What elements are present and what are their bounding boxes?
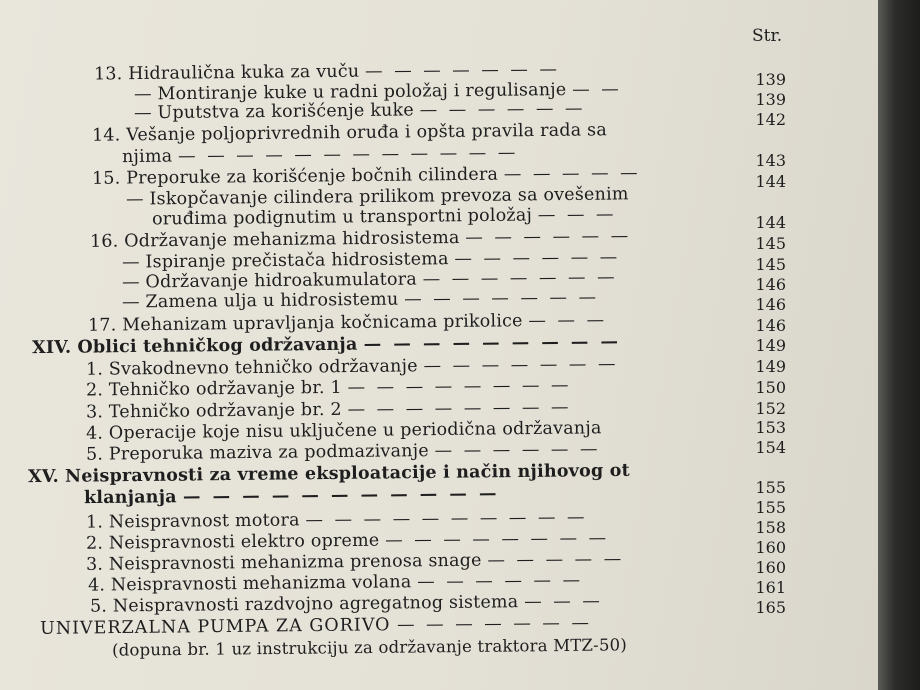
- toc-entry-text: 5. Neispravnosti razdvojno agregatnog sistema: [89, 592, 519, 617]
- toc-page-number: 149: [755, 336, 786, 355]
- toc-leader: — — — — — — — — — — —: [182, 483, 500, 508]
- toc-entry-text: 2. Tehničko održavanje br. 1: [85, 377, 342, 401]
- toc-page-number: 160: [755, 538, 786, 557]
- toc-page-number: 149: [755, 357, 786, 376]
- toc-entry: [122, 143, 518, 167]
- toc-leader: — — — — — — —: [404, 287, 600, 310]
- toc-leader: — — — — — —: [419, 98, 586, 121]
- toc-entry-text: 4. Operacije koje nisu uključene u periodična održavanja: [85, 418, 602, 444]
- toc-entry-text: 1. Svakodnevno tehničko održavanje: [85, 356, 418, 380]
- toc-page-number: 145: [755, 234, 786, 253]
- toc-entry-text: — Ispiranje prečistača hidrosistema: [121, 249, 449, 273]
- toc-page-number: 152: [755, 399, 786, 418]
- toc-entry-text: — Uputstva za korišćenje kuke: [133, 100, 415, 124]
- toc-entry-text: — Iskopčavanje cilindera prilikom prevoza sa ovešenim: [125, 184, 629, 210]
- toc-page-number: 144: [755, 213, 786, 232]
- toc-page-number: 139: [755, 70, 786, 89]
- toc-entry: [134, 99, 586, 124]
- toc-leader: — — — — — —: [454, 247, 621, 270]
- toc-entry-text: 15. Preporuke za korišćenje bočnih cilindera: [91, 164, 499, 189]
- toc-entry-text: 3. Tehničko održavanje br. 2: [85, 399, 342, 423]
- toc-entry-text: — Montiranje kuke u radni položaj i regulisanje: [133, 80, 567, 105]
- toc-entry-text: 5. Preporuka maziva za podmazivanje: [85, 441, 429, 465]
- toc-entry-text: klanjanja: [83, 487, 177, 509]
- toc-page-number: 146: [755, 275, 786, 294]
- toc-page-number: 155: [755, 478, 786, 497]
- toc-page-number: 139: [755, 90, 786, 109]
- toc-entry-text: — Održavanje hidroakumulatora: [121, 269, 418, 293]
- toc-page-number: 145: [755, 255, 786, 274]
- toc-leader: — — — — — — —: [423, 354, 619, 377]
- toc-entry-text: 14. Vešanje poljoprivrednih oruđa i opšta pravila rada sa: [91, 120, 608, 146]
- toc-page-number: 158: [755, 518, 786, 537]
- toc-appendix-heading: [40, 613, 592, 639]
- toc-entry-text: (dopuna br. 1 uz instrukciju za održavanje traktora MTZ-50): [111, 635, 628, 660]
- toc-page-number: 146: [755, 316, 786, 335]
- toc-leader: — — — — — — — — — — — —: [177, 142, 519, 167]
- toc-page-number: 155: [755, 498, 786, 517]
- toc-leader: — — — — — — — —: [347, 397, 572, 420]
- toc-leader: — — — — —: [487, 549, 625, 571]
- toc-entry: [86, 439, 601, 464]
- toc-entry-text: — Zamena ulja u hidrosistemu: [121, 289, 399, 313]
- page-column-header: Str.: [752, 26, 783, 46]
- toc-entry: [122, 288, 599, 313]
- toc-leader: — — — — — —: [434, 439, 601, 462]
- toc-page-number: 146: [755, 295, 786, 314]
- toc-leader: — — —: [524, 591, 603, 613]
- toc-leader: — — — — — —: [465, 226, 632, 248]
- toc-entry-text: XIV. Oblici tehničkog održavanja: [31, 334, 358, 359]
- toc-leader: — — —: [528, 310, 608, 332]
- toc-entry: [152, 205, 617, 230]
- toc-leader: — — — — — — — — — —: [305, 507, 588, 531]
- toc-leader: — — — — — — — — —: [363, 331, 622, 355]
- toc-chapter-heading: [84, 484, 500, 508]
- toc-entry-text: 1. Neispravnost motora: [85, 510, 300, 533]
- toc-leader: — — — — — —: [417, 570, 584, 593]
- toc-entry-text: XV. Neispravnosti za vreme eksploatacije i način njihovog ot: [27, 460, 630, 488]
- toc-entry-text: 16. Održavanje mehanizma hidrosistema: [89, 227, 460, 252]
- toc-page-number: 143: [755, 151, 786, 170]
- toc-page-number: 153: [755, 418, 786, 437]
- toc-leader: — — — — — — —: [364, 59, 561, 82]
- toc-leader: — — — — — — —: [396, 613, 593, 636]
- toc-leader: — —: [572, 79, 622, 100]
- toc-entry-text: 3. Neispravnosti mehanizma prenosa snage: [85, 550, 482, 575]
- toc-entry: [92, 120, 607, 145]
- toc-chapter-heading: [28, 461, 630, 487]
- toc-page-number: 150: [755, 378, 786, 397]
- toc-leader: — — — — — — — —: [385, 528, 610, 551]
- toc-page-number: 154: [755, 438, 786, 457]
- toc-entry-text: 4. Neispravnosti mehanizma volana: [87, 572, 412, 596]
- toc-page-number: 160: [755, 558, 786, 577]
- toc-leader: — — — — —: [503, 163, 641, 185]
- toc-appendix-note: [112, 635, 627, 659]
- toc-entry-text: 13. Hidraulična kuka za vuču: [93, 61, 360, 85]
- toc-entry: [86, 375, 572, 400]
- toc-entry-text: 2. Neispravnosti elektro opreme: [85, 530, 380, 554]
- toc-leader: — — — — — — — —: [347, 375, 572, 398]
- toc-entry-text: oruđima podignutim u transportni položaj: [151, 205, 533, 230]
- toc-entry-text: njima: [121, 146, 173, 168]
- toc-entry-text: UNIVERZALNA PUMPA ZA GORIVO: [39, 615, 391, 639]
- toc-page-number: 144: [755, 172, 786, 191]
- toc-entry-text: 17. Mehanizam upravljanja kočnicama prikolice: [87, 311, 523, 336]
- toc-leader: — — —: [537, 204, 617, 226]
- toc-page-number: 161: [755, 578, 786, 597]
- toc-leader: — — — — — — —: [422, 267, 618, 290]
- book-edge-shadow: [878, 0, 920, 690]
- toc-page-number: 165: [755, 598, 786, 617]
- toc-page-number: 142: [755, 110, 786, 129]
